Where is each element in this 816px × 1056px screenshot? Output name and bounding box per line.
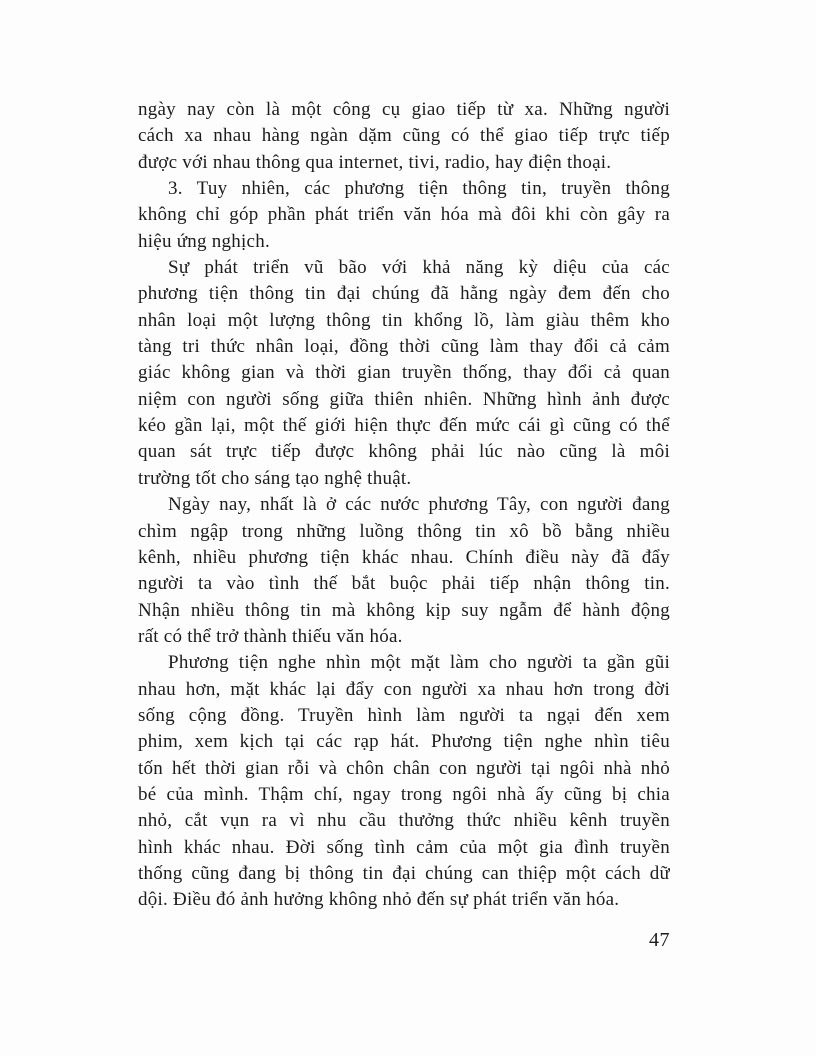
- text-line: không chỉ góp phần phát triển văn hóa mà đôi khi còn gây ra: [138, 204, 670, 226]
- text-line: giác không gian và thời gian truyền thống, thay đổi cả quan: [138, 362, 670, 384]
- text-line: niệm con người sống giữa thiên nhiên. Những hình ảnh được: [138, 388, 670, 410]
- text-block: [138, 97, 670, 914]
- text-line: 3. Tuy nhiên, các phương tiện thông tin, truyền thông: [168, 178, 670, 200]
- text-line: sống cộng đồng. Truyền hình làm người ta ngại đến xem: [138, 704, 670, 726]
- text-line: được với nhau thông qua internet, tivi, radio, hay điện thoại.: [138, 151, 612, 173]
- text-line: hiệu ứng nghịch.: [138, 230, 270, 252]
- text-line: người ta vào tình thế bắt buộc phải tiếp nhận thông tin.: [138, 573, 670, 595]
- paragraph: [138, 97, 670, 176]
- paragraph: [138, 255, 670, 492]
- text-line: bé của mình. Thậm chí, ngay trong ngôi nhà ấy cũng bị chia: [138, 783, 670, 805]
- paragraph: [138, 176, 670, 255]
- text-line: Nhận nhiều thông tin mà không kịp suy ngẫm để hành động: [138, 599, 670, 621]
- text-line: cách xa nhau hàng ngàn dặm cũng có thể giao tiếp trực tiếp: [138, 125, 670, 147]
- paragraph: [138, 650, 670, 913]
- text-line: kênh, nhiều phương tiện khác nhau. Chính điều này đã đẩy: [138, 546, 670, 568]
- text-line: hình khác nhau. Đời sống tình cảm của một gia đình truyền: [138, 836, 670, 858]
- text-line: rất có thể trở thành thiếu văn hóa.: [138, 625, 403, 647]
- text-line: Ngày nay, nhất là ở các nước phương Tây, con người đang: [168, 494, 670, 516]
- text-line: ngày nay còn là một công cụ giao tiếp từ xa. Những người: [138, 99, 670, 120]
- text-line: nhỏ, cắt vụn ra vì nhu cầu thưởng thức nhiều kênh truyền: [138, 810, 670, 832]
- text-line: phương tiện thông tin đại chúng đã hằng ngày đem đến cho: [138, 283, 670, 305]
- text-line: quan sát trực tiếp được không phải lúc nào cũng là môi: [138, 441, 670, 463]
- text-line: chìm ngập trong những luồng thông tin xô bồ bằng nhiều: [138, 520, 670, 542]
- text-line: Sự phát triển vũ bão với khả năng kỳ diệu của các: [168, 257, 670, 279]
- text-line: kéo gần lại, một thế giới hiện thực đến mức cái gì cũng có thể: [138, 415, 670, 437]
- text-line: nhân loại một lượng thông tin khổng lồ, làm giàu thêm kho: [138, 309, 670, 331]
- text-line: tốn hết thời gian rỗi và chôn chân con người tại ngôi nhà nhỏ: [138, 757, 670, 779]
- text-line: dội. Điều đó ảnh hưởng không nhỏ đến sự phát triển văn hóa.: [138, 889, 620, 911]
- text-line: Phương tiện nghe nhìn một mặt làm cho người ta gần gũi: [168, 652, 670, 674]
- text-line: thống cũng đang bị thông tin đại chúng can thiệp một cách dữ: [138, 862, 670, 884]
- text-line: phim, xem kịch tại các rạp hát. Phương tiện nghe nhìn tiêu: [138, 731, 670, 753]
- page-number: 47: [649, 929, 670, 951]
- text-line: tàng tri thức nhân loại, đồng thời cũng làm thay đổi cả cảm: [138, 336, 670, 358]
- text-line: trường tốt cho sáng tạo nghệ thuật.: [138, 467, 412, 489]
- text-line: nhau hơn, mặt khác lại đẩy con người xa nhau hơn trong đời: [138, 678, 670, 700]
- paragraph: [138, 492, 670, 650]
